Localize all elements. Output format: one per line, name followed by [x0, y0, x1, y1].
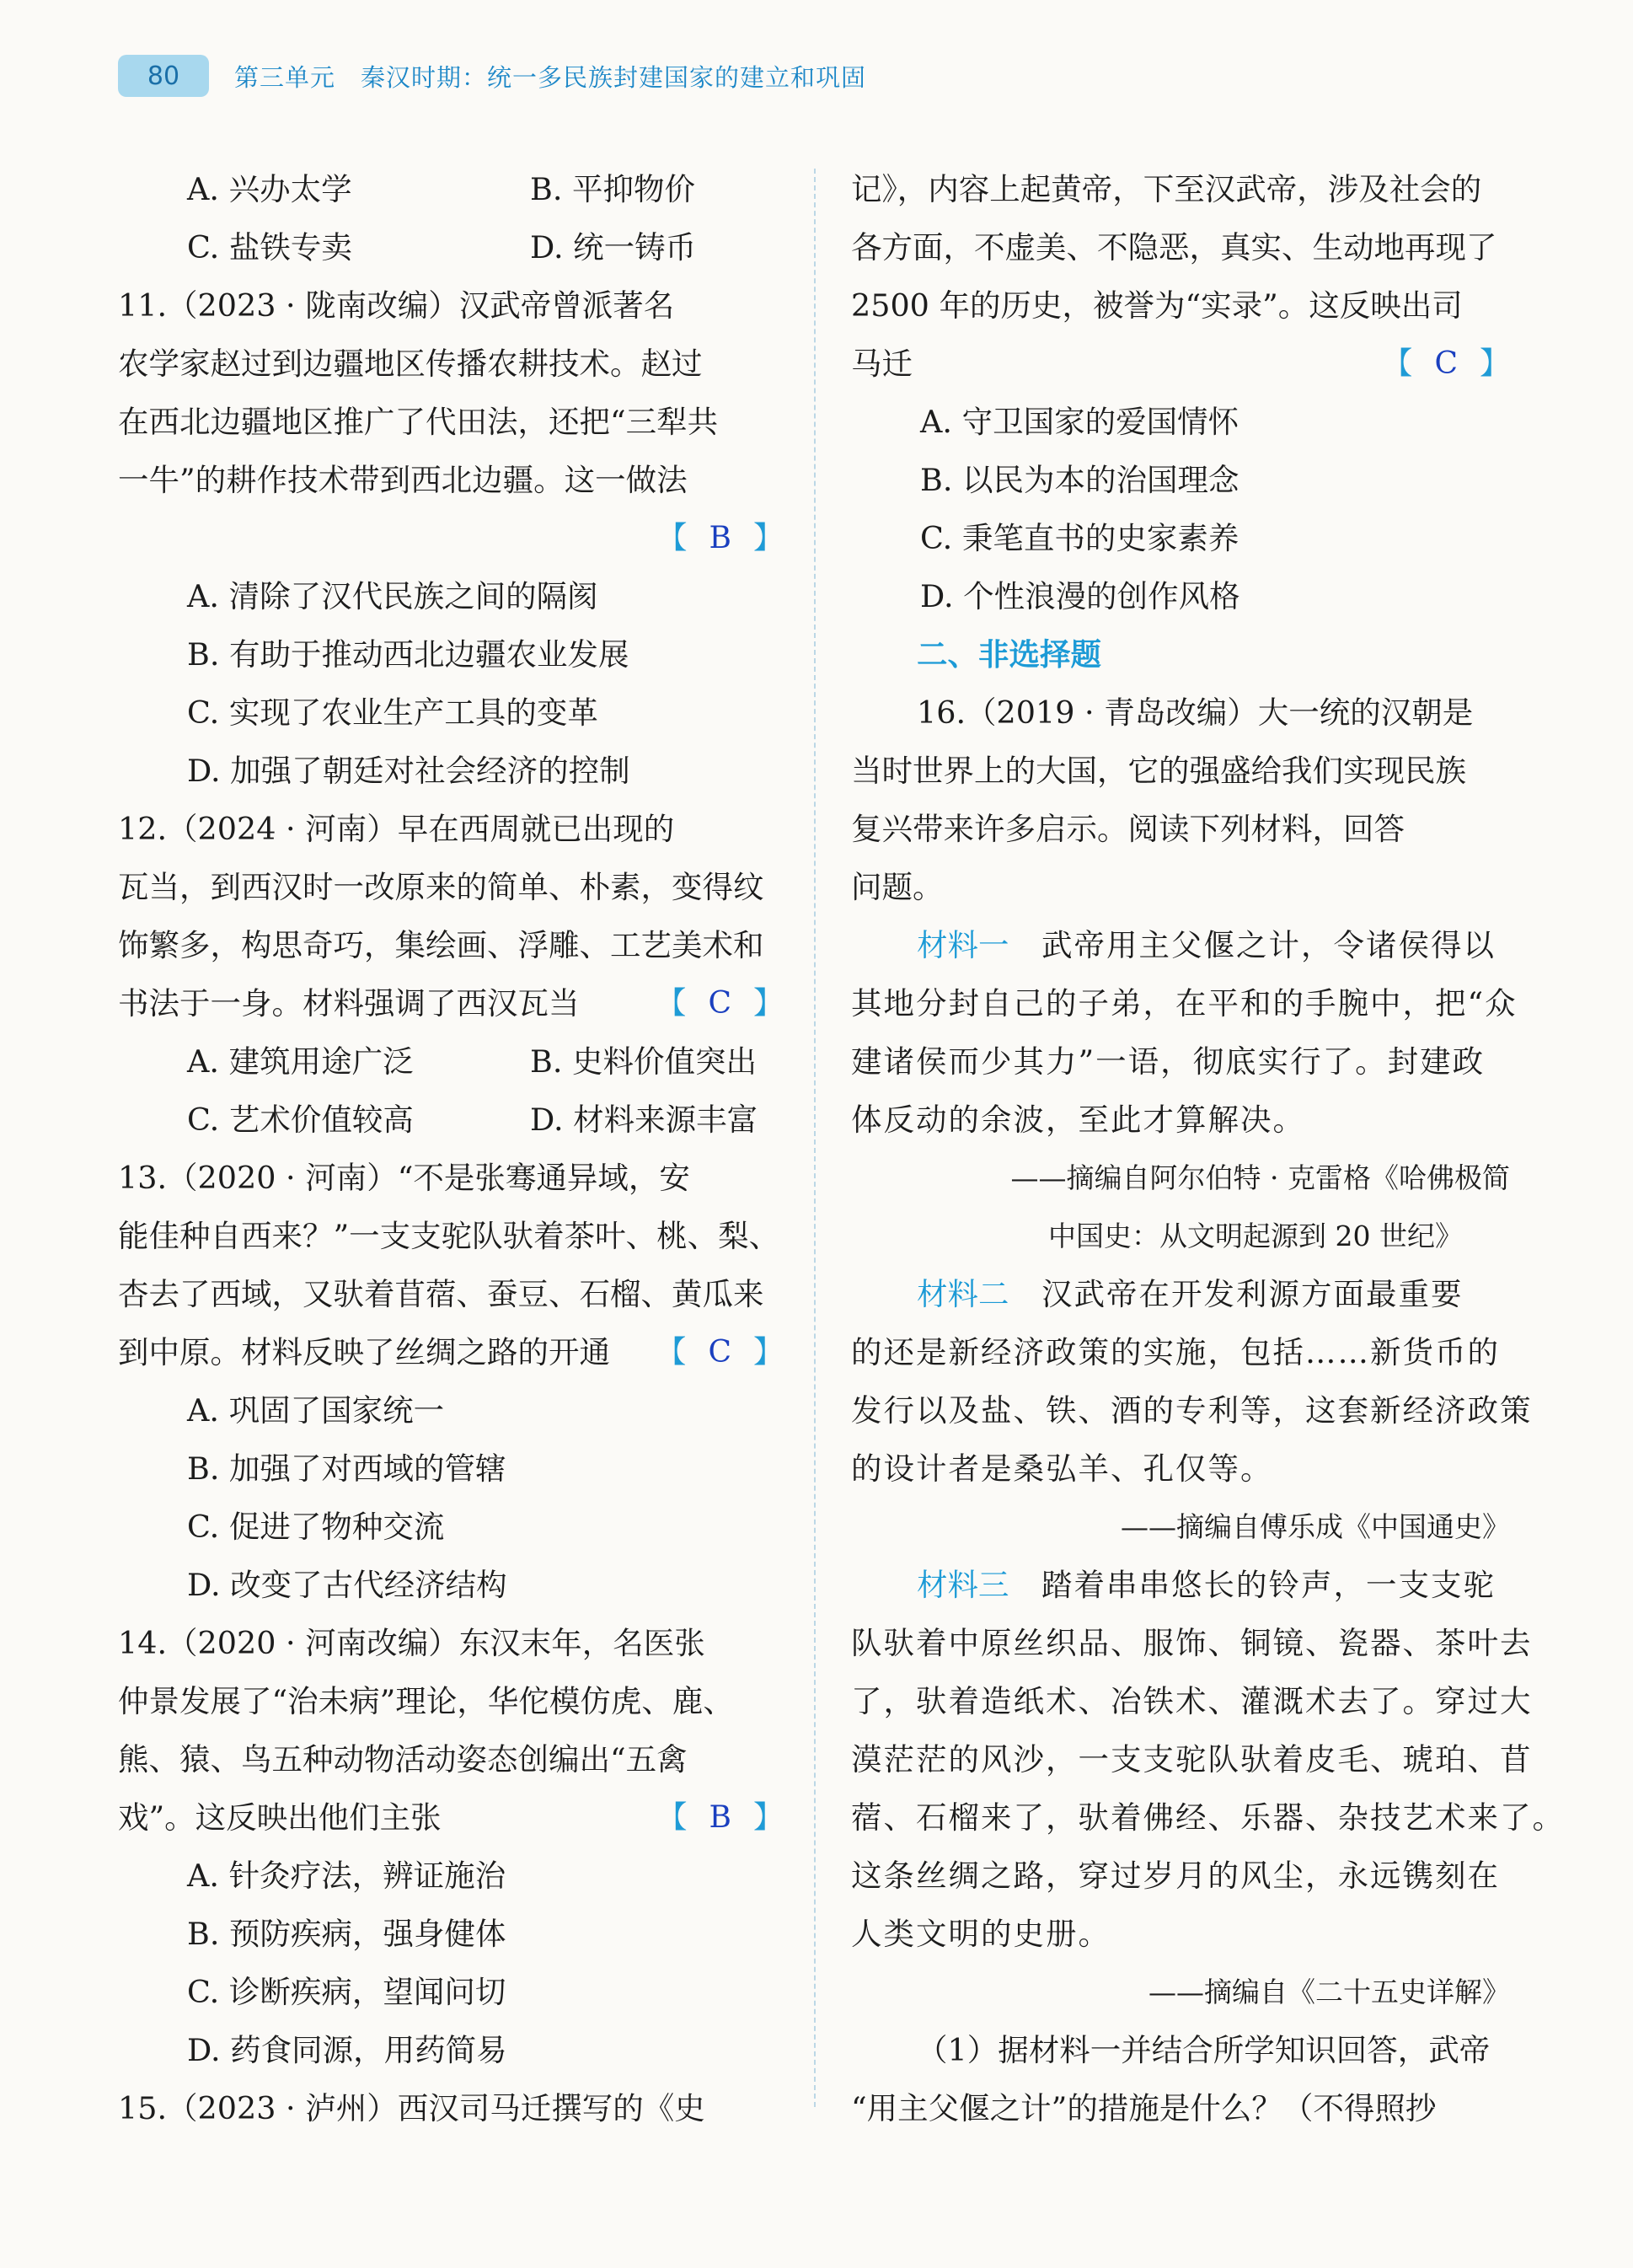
q10-options-row1 — [118, 160, 784, 218]
material-2-line: 的还是新经济政策的实施，包括……新货币的 — [851, 1334, 1500, 1370]
q13-line: 杏去了西域，又驮着苜蓿、蚕豆、石榴、黄瓜来 — [118, 1276, 764, 1312]
q15-line: 各方面，不虚美、不隐恶，真实、生动地再现了 — [851, 229, 1497, 265]
material-2-label: 材料二 — [917, 1276, 1009, 1312]
q14-answer: 【 B 】 — [656, 1800, 784, 1835]
q12-option-c: C. 艺术价值较高 — [187, 1102, 414, 1138]
q12-option-d: D. 材料来源丰富 — [530, 1102, 758, 1138]
q14-option-d: D. 药食同源，用药简易 — [187, 2032, 507, 2068]
q11-option-c: C. 实现了农业生产工具的变革 — [187, 694, 598, 731]
q11-line: 在西北边疆地区推广了代田法，还把“三犁共 — [118, 404, 719, 440]
q12-options-row2 — [118, 1091, 784, 1149]
section-heading: 二、非选择题 — [917, 636, 1101, 673]
q13-option-b: B. 加强了对西域的管辖 — [187, 1450, 506, 1487]
page-number: 80 — [118, 55, 209, 97]
q16-1-line: “用主父偃之计”的措施是什么？（不得照抄 — [851, 2090, 1437, 2126]
left-column — [118, 160, 784, 2137]
material-3-label: 材料三 — [917, 1567, 1009, 1603]
chapter-title: 第三单元 秦汉时期：统一多民族封建国家的建立和巩固 — [234, 62, 867, 92]
q13-answer: 【 C 】 — [656, 1335, 784, 1370]
q13-line: 能佳种自西来？”一支支驼队驮着茶叶、桃、梨、 — [118, 1218, 780, 1254]
page-header — [118, 52, 866, 99]
material-1-source: ——摘编自阿尔伯特 · 克雷格《哈佛极简 — [1010, 1161, 1510, 1194]
q14-line-with-answer: 戏”。这反映出他们主张 【 B 】 — [118, 1788, 784, 1847]
q11-option-a: A. 清除了汉代民族之间的隔阂 — [187, 578, 598, 614]
material-3-line: 人类文明的史册。 — [851, 1916, 1111, 1952]
q15-option-d: D. 个性浪漫的创作风格 — [920, 578, 1240, 614]
q11-option-d: D. 加强了朝廷对社会经济的控制 — [187, 753, 630, 789]
q13-option-d: D. 改变了古代经济结构 — [187, 1567, 507, 1603]
column-divider — [814, 169, 816, 2107]
q14-option-a: A. 针灸疗法，辨证施治 — [187, 1858, 506, 1894]
q12-line: 瓦当，到西汉时一改原来的简单、朴素，变得纹 — [118, 869, 764, 905]
q11-answer: 【 B 】 — [656, 521, 784, 555]
q14-line: 熊、猿、鸟五种动物活动姿态创编出“五禽 — [118, 1741, 688, 1777]
q11-line: 一牛”的耕作技术带到西北边疆。这一做法 — [118, 462, 688, 498]
q13-line: 13.（2020 · 河南）“不是张骞通异域，安 — [118, 1160, 690, 1196]
q13-line-with-answer: 到中原。材料反映了丝绸之路的开通 【 C 】 — [118, 1323, 784, 1381]
q12-option-b: B. 史料价值突出 — [530, 1043, 758, 1080]
q12-options-row1 — [118, 1032, 784, 1091]
right-column — [851, 160, 1565, 2137]
q13-option-c: C. 促进了物种交流 — [187, 1509, 445, 1545]
q16-line: 问题。 — [851, 869, 944, 905]
q10-options-row2 — [118, 218, 784, 276]
material-3-line: 队驮着中原丝织品、服饰、铜镜、瓷器、茶叶去 — [851, 1625, 1533, 1661]
q16-1-line: （1）据材料一并结合所学知识回答，武帝 — [917, 2032, 1491, 2068]
material-1-line: 体反动的余波，至此才算解决。 — [851, 1102, 1305, 1138]
q15-option-b: B. 以民为本的治国理念 — [920, 462, 1239, 498]
material-2-line: 的设计者是桑弘羊、孔仅等。 — [851, 1450, 1273, 1487]
q15-first-line: 15.（2023 · 泸州）西汉司马迁撰写的《史 — [118, 2090, 705, 2126]
q16-line: 16.（2019 · 青岛改编）大一统的汉朝是 — [917, 694, 1474, 731]
material-3-line: 了，驮着造纸术、冶铁术、灌溉术去了。穿过大 — [851, 1683, 1533, 1719]
q13-option-a: A. 巩固了国家统一 — [187, 1392, 445, 1429]
q14-line: 仲景发展了“治未病”理论，华佗模仿虎、鹿、 — [118, 1683, 734, 1719]
material-1-first: 材料一 武帝用主父偃之计，令诸侯得以 — [917, 927, 1496, 963]
q16-line: 当时世界上的大国，它的强盛给我们实现民族 — [851, 753, 1466, 789]
material-2-source: ——摘编自傅乐成《中国通史》 — [1121, 1510, 1510, 1543]
q10-option-b: B. 平抑物价 — [530, 171, 696, 207]
q15-option-a: A. 守卫国家的爱国情怀 — [920, 404, 1239, 440]
q14-option-b: B. 预防疾病，强身健体 — [187, 1916, 506, 1952]
material-2-line: 发行以及盐、铁、酒的专利等，这套新经济政策 — [851, 1392, 1533, 1429]
q11-option-b: B. 有助于推动西北边疆农业发展 — [187, 636, 629, 673]
material-1-label: 材料一 — [917, 927, 1009, 963]
q15-option-c: C. 秉笔直书的史家素养 — [920, 520, 1239, 556]
material-1-line: 其地分封自己的子弟，在平和的手腕中，把“众 — [851, 985, 1518, 1021]
q11-answer-line — [118, 509, 784, 567]
q15-line-with-answer: 马迁 【 C 】 — [851, 335, 1510, 393]
q12-line-with-answer: 书法于一身。材料强调了西汉瓦当 【 C 】 — [118, 974, 784, 1032]
q15-answer: 【 C 】 — [1382, 346, 1510, 381]
q15-line: 记》，内容上起黄帝，下至汉武帝，涉及社会的 — [851, 171, 1482, 207]
material-3-line: 蓿、石榴来了，驮着佛经、乐器、杂技艺术来了。 — [851, 1799, 1565, 1836]
q10-option-c: C. 盐铁专卖 — [187, 229, 352, 265]
q12-line: 饰繁多，构思奇巧，集绘画、浮雕、工艺美术和 — [118, 927, 764, 963]
q14-option-c: C. 诊断疾病，望闻问切 — [187, 1974, 506, 2010]
q12-line: 12.（2024 · 河南）早在西周就已出现的 — [118, 811, 675, 847]
q16-line: 复兴带来许多启示。阅读下列材料，回答 — [851, 811, 1405, 847]
q10-option-a: A. 兴办太学 — [187, 171, 352, 207]
material-3-source: ——摘编自《二十五史详解》 — [1148, 1976, 1510, 2008]
q12-answer: 【 C 】 — [656, 986, 784, 1021]
material-3-line: 漠茫茫的风沙，一支支驼队驮着皮毛、琥珀、苜 — [851, 1741, 1533, 1777]
material-2-first: 材料二 汉武帝在开发利源方面最重要 — [917, 1276, 1464, 1312]
material-3-line: 这条丝绸之路，穿过岁月的风尘，永远镌刻在 — [851, 1858, 1500, 1894]
q11-line: 农学家赵过到边疆地区传播农耕技术。赵过 — [118, 346, 703, 382]
material-3-first: 材料三 踏着串串悠长的铃声，一支支驼 — [917, 1567, 1496, 1603]
q12-option-a: A. 建筑用途广泛 — [187, 1043, 414, 1080]
q14-line: 14.（2020 · 河南改编）东汉末年，名医张 — [118, 1625, 705, 1661]
q10-option-d: D. 统一铸币 — [530, 229, 697, 265]
material-1-line: 建诸侯而少其力”一语，彻底实行了。封建政 — [851, 1043, 1486, 1080]
q11-line: 11.（2023 · 陇南改编）汉武帝曾派著名 — [118, 287, 675, 324]
q15-line: 2500 年的历史，被誉为“实录”。这反映出司 — [851, 287, 1463, 324]
material-1-source-cont: 中国史：从文明起源到 20 世纪》 — [1048, 1220, 1463, 1252]
